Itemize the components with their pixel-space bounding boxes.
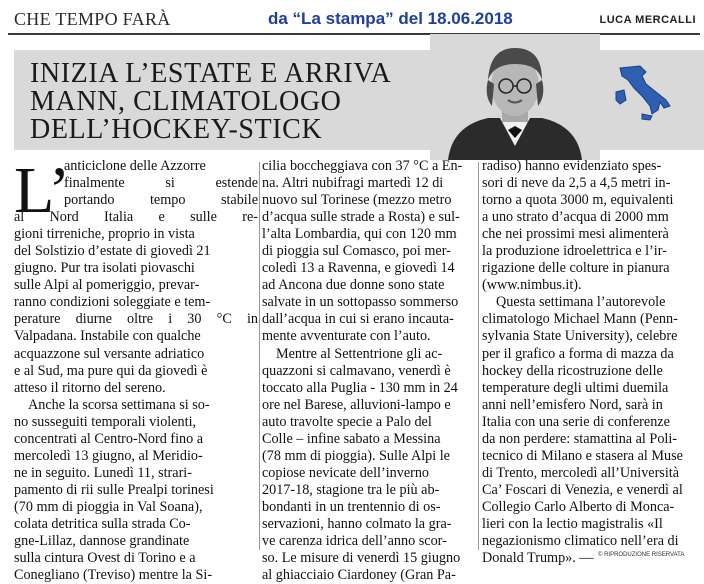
article-column-3: [482, 158, 694, 567]
text-line: portando tempo stabile: [64, 192, 258, 209]
text-line: la produzione idroelettrica e l’ir-: [482, 243, 667, 260]
text-line: Questa settimana l’autorevole: [496, 294, 666, 311]
text-line: ranno condizioni soleggiate e tem-: [14, 294, 211, 311]
text-line: Anche la scorsa settimana si so-: [28, 396, 210, 413]
text-line: hockey della ricostruzione delle: [482, 362, 663, 379]
text-line: sulle Alpi al pomeriggio, prevar-: [14, 277, 200, 294]
text-line: Valpadana. Instabile con qualche: [14, 328, 201, 345]
text-line: gne-Lillaz, dannose grandinate: [14, 533, 190, 550]
author-name: LUCA MERCALLI: [599, 14, 696, 26]
text-line: servazioni, hanno colmato la gra-: [262, 515, 452, 532]
text-line: lieri con la lectio magistralis «Il: [482, 515, 663, 532]
text-line: temperature degli ultimi duemila: [482, 379, 669, 396]
text-line: Colle – infine sabato a Messina: [262, 430, 441, 447]
text-line: Mentre al Settentrione gli ac-: [276, 345, 443, 362]
text-line: d’acqua sulle strade a Rosta) e sul-: [262, 209, 460, 226]
text-line: torno a quota 3000 m, equivalenti: [482, 192, 674, 209]
text-line: mercoledì 13 giugno, al Meridio-: [14, 447, 203, 464]
text-line: a uno strato d’acqua di 2000 mm: [482, 209, 669, 226]
page-header: [0, 0, 704, 34]
text-line: anni nell’emisfero Nord, sarà in: [482, 396, 663, 413]
text-line: e al Sud, ma pure qui da giovedì è: [14, 362, 208, 379]
text-line: giugno. Pur tra isolati piovaschi: [14, 260, 195, 277]
text-line: tecnico di Milano e stasera al Muse: [482, 447, 683, 464]
text-line: Conegliano (Treviso) mentre la Si-: [14, 567, 213, 584]
text-line: negazionismo climatico nell’era di: [482, 533, 679, 550]
text-line: na. Altri nubifragi martedì 12 di: [262, 175, 444, 192]
source-citation: da “La stampa” del 18.06.2018: [268, 9, 513, 28]
text-line: per il grafico a forma di mazza da: [482, 345, 674, 362]
text-line: perature diurne oltre i 30 °C in: [14, 311, 258, 328]
headline-line: MANN, CLIMATOLOGO: [30, 86, 342, 117]
text-line: al ghiacciaio Ciardoney (Gran Pa-: [262, 567, 456, 584]
text-line: so. Le misure di venerdì 15 giugno: [262, 550, 461, 567]
text-line: al Nord Italia e sulle re-: [14, 209, 258, 226]
text-line: colata detritica sulla strada Co-: [14, 515, 191, 532]
copyright-notice: © RIPRODUZIONE RISERVATA: [598, 552, 685, 558]
column-divider: [478, 162, 479, 550]
text-line: sori di neve da 2,5 a 4,5 metri in-: [482, 175, 671, 192]
text-line: acquazzone sul versante adriatico: [14, 345, 205, 362]
italy-map-icon: [606, 62, 676, 122]
text-line: anticiclone delle Azzorre: [64, 158, 206, 174]
text-line: ad Ancona due donne sono state: [262, 277, 445, 294]
text-line: radiso) hanno evidenziato spes-: [482, 158, 662, 174]
text-line: l’alta Lombardia, qui con 120 mm: [262, 226, 457, 243]
text-line: mente avventurate con l’auto.: [262, 328, 431, 345]
text-line: salvate in un sottopasso sommerso: [262, 294, 459, 311]
text-line: di pioggia sul Comasco, poi mer-: [262, 243, 451, 260]
text-line: (70 mm di pioggia in Val Soana),: [14, 498, 203, 515]
text-line: ore nel Barese, alluvioni-lampo e: [262, 396, 451, 413]
text-line: auto travolte specie a Palo del: [262, 413, 432, 430]
text-line: ve carenza idrica dell’anno scor-: [262, 533, 447, 550]
text-line: finalmente si estende: [64, 175, 258, 192]
text-line: Italia con una serie di conferenze: [482, 413, 670, 430]
text-line: atteso il ritorno del sereno.: [14, 379, 166, 396]
text-line: rigazione delle colture in pianura: [482, 260, 670, 277]
text-line: da non perdere: stamattina al Poli-: [482, 430, 678, 447]
text-line: Donald Trump». —: [482, 550, 594, 567]
text-line: no susseguiti temporali violenti,: [14, 413, 197, 430]
text-line: toccato alla Puglia - 130 mm in 24: [262, 379, 458, 396]
text-line: climatologo Michael Mann (Penn-: [482, 311, 678, 328]
author-portrait: [430, 34, 600, 160]
text-line: (www.nimbus.it).: [482, 277, 582, 294]
headline-line: INIZIA L’ESTATE E ARRIVA: [30, 58, 392, 89]
text-line: sulla cintura Ovest di Torino e a: [14, 550, 196, 567]
text-line: del Solstizio d’estate di giovedì 21: [14, 243, 211, 260]
text-line: gioni tirreniche, proprio in vista: [14, 226, 195, 243]
text-line: di Trento, mercoledì all’Università: [482, 464, 680, 481]
text-line: che nei prossimi mesi alimenterà: [482, 226, 669, 243]
text-line: quazzoni si calmavano, venerdì è: [262, 362, 451, 379]
text-line: coledì 13 a Ravenna, e giovedì 14: [262, 260, 455, 277]
text-line: sylvania State University), celebre: [482, 328, 678, 345]
text-line: nuovo sul Torinese (mezzo metro: [262, 192, 452, 209]
text-line: bondanti in un trentennio di os-: [262, 498, 441, 515]
text-line: pamento di rii sulle Prealpi torinesi: [14, 481, 214, 498]
column-divider: [259, 162, 260, 550]
text-line: (78 mm di pioggia). Sulle Alpi le: [262, 447, 450, 464]
text-line: Ca’ Foscari di Venezia, e venerdì al: [482, 481, 683, 498]
text-line: copiose nevicate dell’inverno: [262, 464, 430, 481]
article-column-2: [262, 158, 476, 584]
text-line: cilia boccheggiava con 37 °C a En-: [262, 158, 463, 174]
drop-cap: L’: [14, 154, 71, 227]
text-line: concentrati al Centro-Nord fino a: [14, 430, 204, 447]
article-column-1: [14, 154, 258, 584]
text-line: 2017-18, stagione tra le più ab-: [262, 481, 440, 498]
text-line: Collegio Carlo Alberto di Monca-: [482, 498, 675, 515]
column-rubric: CHE TEMPO FARÀ: [14, 9, 171, 29]
text-line: ne in seguito. Lunedì 11, strari-: [14, 464, 192, 481]
headline-line: DELL’HOCKEY-STICK: [30, 114, 323, 145]
headline: [30, 58, 392, 145]
text-line: dall’acqua in cui si erano incauta-: [262, 311, 454, 328]
